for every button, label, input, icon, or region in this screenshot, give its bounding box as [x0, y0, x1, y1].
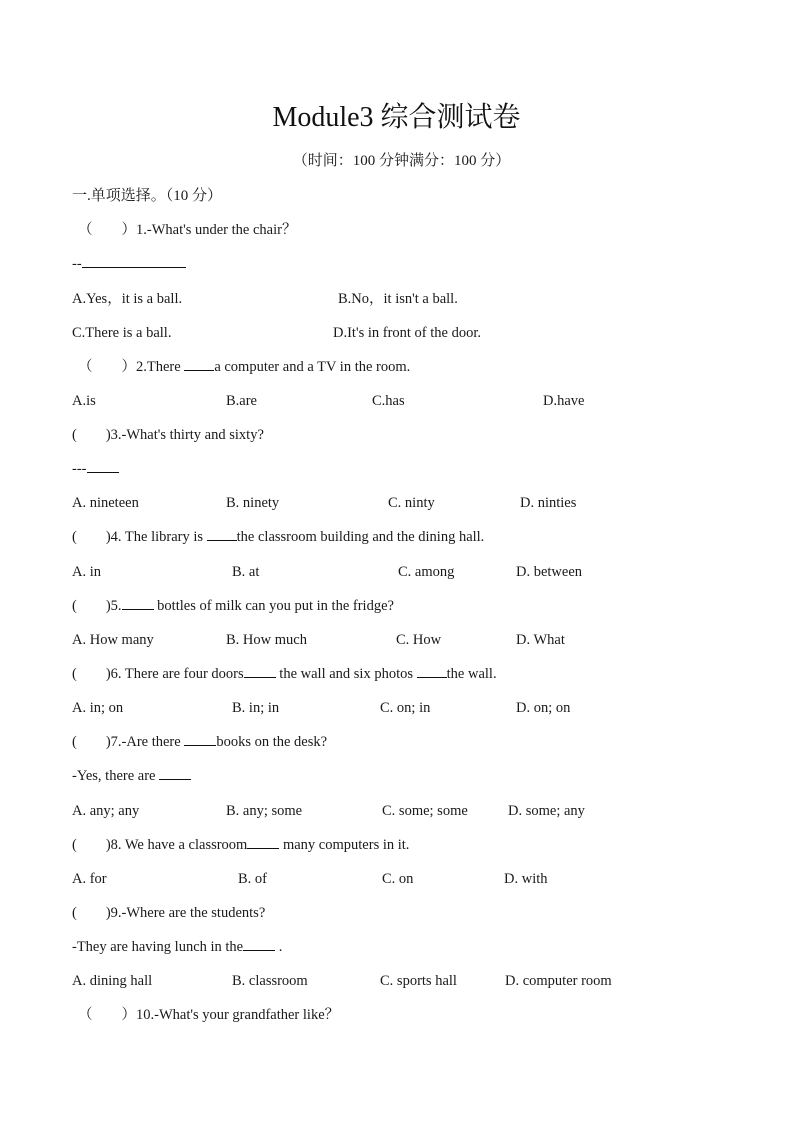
section-heading: 一.单项选择。（10 分） [72, 188, 223, 204]
question-1-option-a: A.Yes，it is a ball. [72, 291, 183, 307]
question-3-option-b: B. ninety [226, 495, 280, 511]
question-6-option-a: A. in; on [72, 700, 124, 716]
answer-blank [184, 356, 214, 371]
answer-blank [159, 765, 191, 780]
reply-text: -They are having lunch in the [72, 939, 244, 955]
answer-blank [207, 526, 237, 541]
question-8-option-b: B. of [238, 871, 267, 887]
question-4-option-d: D. between [516, 564, 583, 580]
question-5-option-d: D. What [516, 632, 565, 648]
question-9-option-d: D. computer room [505, 973, 612, 989]
stem-part: the wall and six photos [275, 666, 417, 682]
question-8-stem [72, 834, 409, 856]
question-7-option-c: C. some; some [382, 803, 468, 819]
question-2-option-a: A.is [72, 393, 96, 409]
reply-text: -Yes, there are [72, 768, 160, 784]
question-4-option-b: B. at [232, 564, 260, 580]
question-6-option-b: B. in; in [232, 700, 280, 716]
question-2-option-c: C.has [372, 393, 405, 409]
answer-blank [184, 731, 216, 746]
stem-part: ( )4. The library is [72, 529, 207, 545]
question-3-option-d: D. ninties [520, 495, 577, 511]
exam-subtitle: （时间：100 分钟满分：100 分） [292, 153, 511, 169]
answer-blank [247, 834, 279, 849]
stem-part: ( )8. We have a classroom [72, 837, 248, 853]
question-7-option-a: A. any; any [72, 803, 140, 819]
stem-part: （ ）2.There [78, 359, 185, 375]
answer-prefix: --- [72, 461, 87, 477]
question-9-stem: ( )9.-Where are the students? [72, 905, 266, 921]
question-10-stem: （ ）10.-What's your grandfather like？ [78, 1007, 340, 1023]
page-title: Module3 综合测试卷 [272, 102, 521, 133]
question-4-option-c: C. among [398, 564, 455, 580]
question-7-stem [72, 731, 327, 753]
stem-part: ( )7.-Are there [72, 734, 185, 750]
question-8-option-c: C. on [382, 871, 414, 887]
stem-part: books on the desk? [216, 734, 328, 750]
question-5-option-a: A. How many [72, 632, 154, 648]
question-3-stem: ( )3.-What's thirty and sixty? [72, 427, 264, 443]
question-7-option-b: B. any; some [226, 803, 303, 819]
answer-prefix: -- [72, 256, 82, 272]
answer-blank [122, 595, 154, 610]
question-5-option-b: B. How much [226, 632, 307, 648]
question-7-reply [72, 765, 191, 787]
stem-part: the classroom building and the dining hall. [236, 529, 485, 545]
question-9-option-b: B. classroom [232, 973, 308, 989]
question-6-option-d: D. on; on [516, 700, 571, 716]
question-8-option-d: D. with [504, 871, 548, 887]
question-1-option-b: B.No，it isn't a ball. [338, 291, 458, 307]
question-2-option-d: D.have [543, 393, 585, 409]
question-6-option-c: C. on; in [380, 700, 431, 716]
question-7-option-d: D. some; any [508, 803, 585, 819]
question-1-answer-line [72, 253, 186, 275]
question-8-option-a: A. for [72, 871, 107, 887]
reply-text: . [275, 939, 283, 955]
stem-part: the wall. [446, 666, 497, 682]
question-3-answer-line [72, 458, 119, 480]
stem-part: bottles of milk can you put in the fridge? [153, 598, 394, 614]
question-3-option-a: A. nineteen [72, 495, 139, 511]
answer-blank [244, 663, 276, 678]
stem-part: ( )5. [72, 598, 122, 614]
question-9-option-a: A. dining hall [72, 973, 153, 989]
question-4-option-a: A. in [72, 564, 101, 580]
question-5-stem [72, 595, 394, 617]
question-1-stem: （ ）1.-What's under the chair？ [78, 222, 297, 238]
answer-blank [417, 663, 447, 678]
answer-blank [243, 936, 275, 951]
question-9-option-c: C. sports hall [380, 973, 457, 989]
question-1-option-c: C.There is a ball. [72, 325, 172, 341]
answer-blank [82, 253, 186, 268]
question-3-option-c: C. ninty [388, 495, 435, 511]
question-9-reply [72, 936, 282, 958]
stem-part: a computer and a TV in the room. [214, 359, 411, 375]
answer-blank [87, 458, 119, 473]
question-1-option-d: D.It's in front of the door. [333, 325, 481, 341]
question-4-stem [72, 526, 484, 548]
question-2-stem [78, 356, 410, 378]
question-5-option-c: C. How [396, 632, 442, 648]
stem-part: many computers in it. [279, 837, 410, 853]
question-6-stem [72, 663, 497, 685]
stem-part: ( )6. There are four doors [72, 666, 244, 682]
question-2-option-b: B.are [226, 393, 257, 409]
